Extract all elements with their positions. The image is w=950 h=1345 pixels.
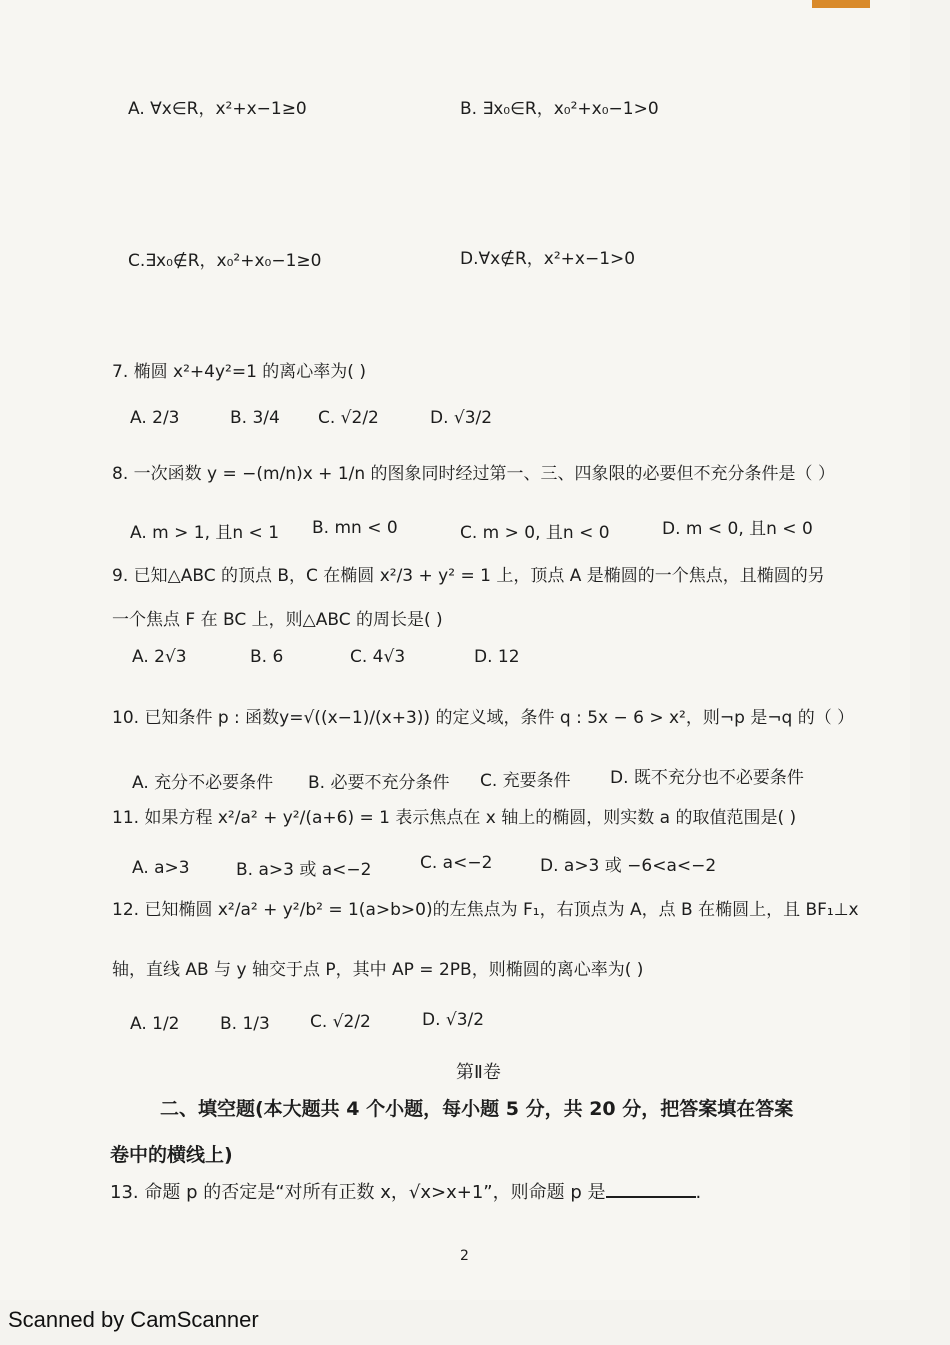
q8-option-c: C. m > 0, 且n < 0 <box>460 523 610 543</box>
q10-stem: 10. 已知条件 p : 函数y=√((x−1)/(x+3)) 的定义域，条件 q : 5x − 6 > x²，则¬p 是¬q 的（ ） <box>112 708 855 728</box>
q8-option-d: D. m < 0, 且n < 0 <box>662 519 813 539</box>
q12-option-b: B. 1/3 <box>220 1014 270 1034</box>
q12-stem-line1: 12. 已知椭圆 x²/a² + y²/b² = 1(a>b>0)的左焦点为 F₁，右顶点为 A，点 B 在椭圆上，且 BF₁⊥x <box>112 900 859 920</box>
fill-in-heading-line1: 二、填空题(本大题共 4 个小题，每小题 5 分，共 20 分，把答案填在答案 <box>160 1098 794 1120</box>
q7-option-d: D. √3/2 <box>430 408 493 428</box>
q8-option-b: B. mn < 0 <box>312 518 398 538</box>
corner-mark <box>812 0 870 8</box>
q13-stem: 13. 命题 p 的否定是“对所有正数 x，√x>x+1”，则命题 p 是 . <box>110 1178 701 1204</box>
q9-option-d: D. 12 <box>474 647 520 667</box>
q9-stem-line2: 一个焦点 F 在 BC 上，则△ABC 的周长是( ) <box>112 610 443 630</box>
q13-stem-text: 13. 命题 p 的否定是“对所有正数 x，√x>x+1”，则命题 p 是 <box>110 1182 606 1203</box>
q9-option-c: C. 4√3 <box>350 647 406 667</box>
q6-option-c: C.∃x₀∉R，x₀²+x₀−1≥0 <box>128 251 322 271</box>
q10-option-d: D. 既不充分也不必要条件 <box>610 768 804 788</box>
q9-option-b: B. 6 <box>250 647 284 667</box>
q11-option-a: A. a>3 <box>132 858 190 878</box>
q8-option-a: A. m > 1, 且n < 1 <box>130 523 280 543</box>
q6-option-b: B. ∃x₀∈R，x₀²+x₀−1>0 <box>460 99 659 119</box>
q9-option-a: A. 2√3 <box>132 647 187 667</box>
q12-option-d: D. √3/2 <box>422 1010 485 1030</box>
fill-in-heading-line2: 卷中的横线上) <box>110 1144 233 1166</box>
q6-option-d: D.∀x∉R，x²+x−1>0 <box>460 249 636 269</box>
q9-stem-line1: 9. 已知△ABC 的顶点 B，C 在椭圆 x²/3 + y² = 1 上，顶点 A 是椭圆的一个焦点，且椭圆的另 <box>112 566 825 586</box>
q8-stem: 8. 一次函数 y = −(m/n)x + 1/n 的图象同时经过第一、三、四象限的必要但不充分条件是（ ） <box>112 464 835 484</box>
q7-stem: 7. 椭圆 x²+4y²=1 的离心率为( ) <box>112 362 366 382</box>
q7-option-a: A. 2/3 <box>130 408 180 428</box>
q12-stem-line2: 轴，直线 AB 与 y 轴交于点 P，其中 AP = 2PB，则椭圆的离心率为( ) <box>112 960 644 980</box>
q11-option-d: D. a>3 或 −6<a<−2 <box>540 856 717 876</box>
q11-stem: 11. 如果方程 x²/a² + y²/(a+6) = 1 表示焦点在 x 轴上的椭圆，则实数 a 的取值范围是( ) <box>112 808 797 828</box>
q12-option-a: A. 1/2 <box>130 1014 180 1034</box>
q13-answer-blank <box>606 1178 696 1198</box>
q11-option-c: C. a<−2 <box>420 853 493 873</box>
q12-option-c: C. √2/2 <box>310 1012 371 1032</box>
q7-option-b: B. 3/4 <box>230 408 280 428</box>
q11-option-b: B. a>3 或 a<−2 <box>236 860 372 880</box>
scanner-watermark: Scanned by CamScanner <box>8 1307 259 1332</box>
part2-title: 第Ⅱ卷 <box>456 1062 501 1083</box>
q10-option-c: C. 充要条件 <box>480 771 571 791</box>
q10-option-b: B. 必要不充分条件 <box>308 773 450 793</box>
q6-option-a: A. ∀x∈R，x²+x−1≥0 <box>128 99 307 119</box>
page-number: 2 <box>460 1248 469 1264</box>
q7-option-c: C. √2/2 <box>318 408 379 428</box>
q10-option-a: A. 充分不必要条件 <box>132 773 274 793</box>
